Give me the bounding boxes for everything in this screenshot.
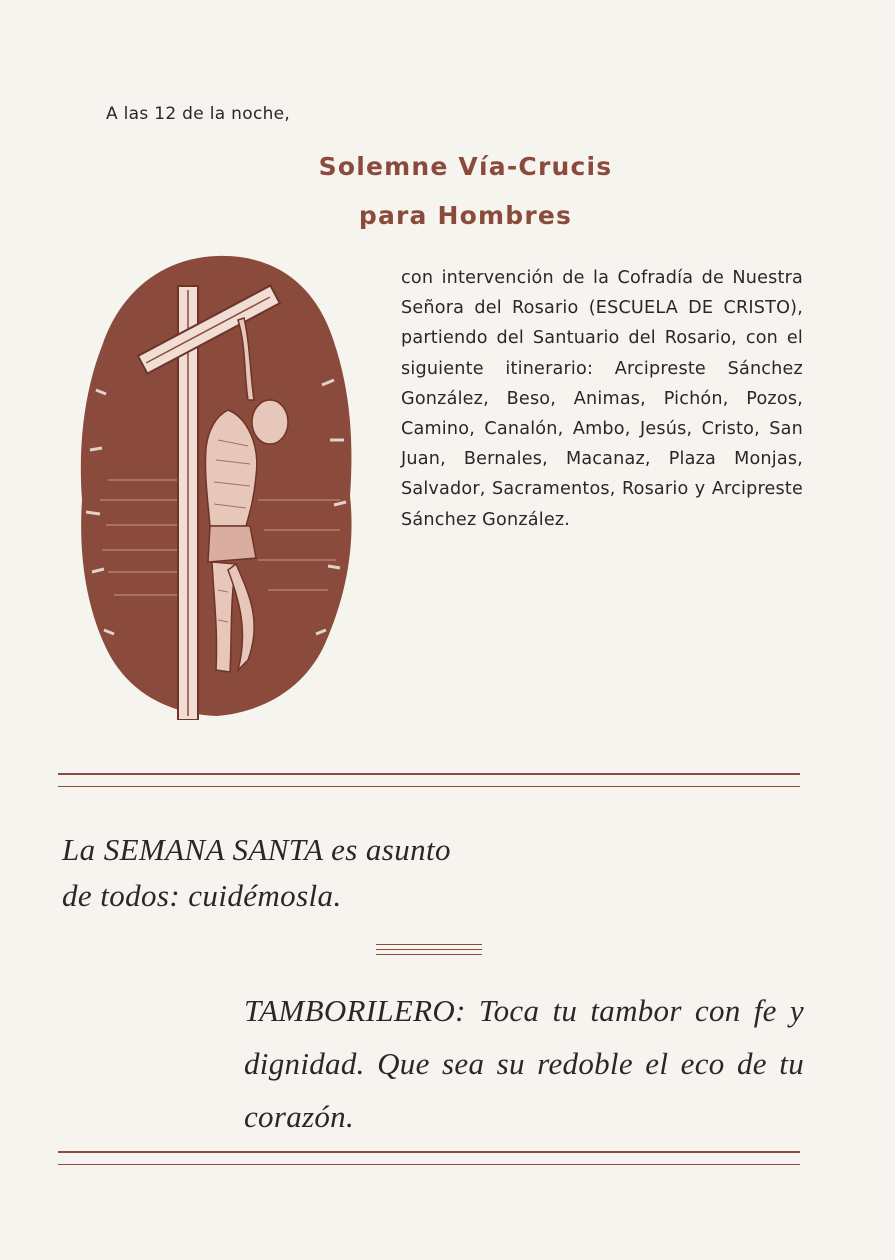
- small-rule-b: [376, 949, 482, 950]
- double-rule-top-a: [58, 773, 800, 775]
- event-title-line2: para Hombres: [358, 201, 573, 230]
- semana-santa-slogan: [62, 827, 451, 919]
- small-rule-a: [376, 944, 482, 945]
- semana-santa-line2: de todos: cuidémosla.: [62, 878, 342, 913]
- double-rule-bottom-a: [58, 1151, 800, 1153]
- double-rule-top-b: [58, 786, 800, 787]
- semana-santa-line1: La SEMANA SANTA es asunto: [62, 832, 451, 867]
- double-rule-bottom-b: [58, 1164, 800, 1165]
- event-title-line1: Solemne Vía-Crucis: [318, 152, 613, 181]
- itinerary-description: con intervención de la Cofradía de Nuestra Señora del Rosario (ESCUELA DE CRISTO), partiendo del Santuario del Rosario, con el siguiente itinerario: Arcipreste Sánchez González, Beso, Animas, Pichón, Pozos, Camino, Canalón, Ambo, Jesús, Cristo, San Juan, Bernales, Macanaz, Plaza Monjas, Salvador, Sacramentos, Rosario y Arcipreste Sánchez González.: [401, 268, 803, 530]
- tamborilero-slogan: TAMBORILERO: Toca tu tambor con fe y dignidad. Que sea su redoble el eco de tu corazón.: [244, 993, 804, 1134]
- crucifix-illustration: [78, 250, 356, 720]
- small-rule-c: [376, 954, 482, 955]
- time-line: A las 12 de la noche,: [106, 104, 291, 124]
